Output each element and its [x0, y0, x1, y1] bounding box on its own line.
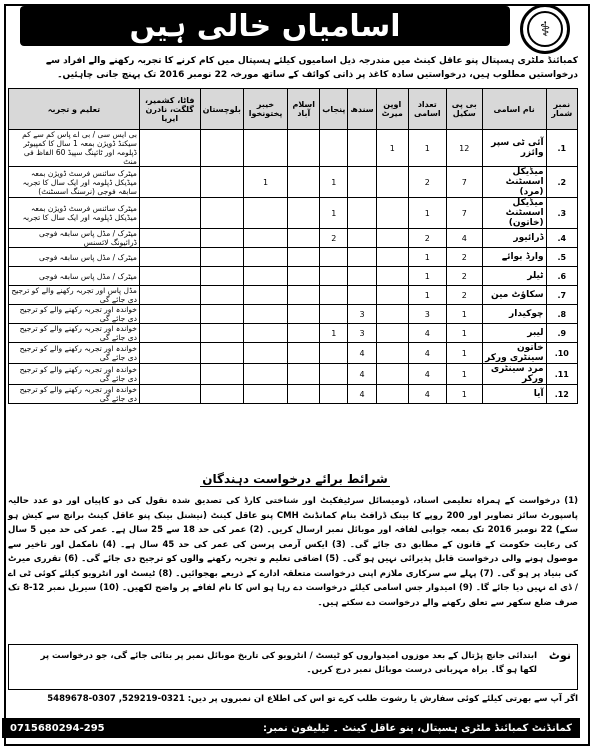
- table-cell-bps: 1: [446, 385, 482, 404]
- table-header-cell: خیبر پختونخوا: [243, 89, 287, 130]
- title-text: اسامیاں خالی ہیں: [129, 8, 401, 44]
- table-cell-no: 6.: [546, 267, 577, 286]
- table-cell-sindh: [348, 198, 376, 229]
- table-cell-bps: 1: [446, 343, 482, 364]
- footer-phone: 0715680294-295: [10, 722, 105, 734]
- table-row: [9, 364, 578, 385]
- table-cell-isb: [288, 198, 320, 229]
- table-cell-qual: خواندہ اور تجربہ رکھنے والے کو ترجیح دی جائے گی: [9, 385, 140, 404]
- table-cell-total: 4: [408, 324, 446, 343]
- table-header-cell: پنجاب: [320, 89, 348, 130]
- table-cell-kp: [243, 286, 287, 305]
- table-cell-kp: [243, 267, 287, 286]
- table-cell-title: مرد سینٹری ورکر: [482, 364, 546, 385]
- table-cell-punjab: [320, 267, 348, 286]
- conditions-text: (1) درخواست کے ہمراہ تعلیمی اسناد، ڈومیسائل سرٹیفکیٹ اور شناختی کارڈ کی تصدیق شدہ نقول کی دو کاپیاں اور دو عدد حالیہ پاسپورٹ سائز تصاویر اور 200 روپے کا بینک ڈرافٹ بنام کمانڈنٹ CMH پنو عاقل کینٹ (نیشنل بینک پنو عاقل کینٹ برانچ سے کیش ہو سکے) 22 نومبر 2016 تک بمعہ جوابی لفافہ اور موبائل نمبر ارسال کریں۔ (2) عمر کی حد 18 سے 25 سال ہے۔ عمر کی حد میں 5 سال کی رعایت حکومت کے قانون کے مطابق دی جائے گی۔ (3) ایکس آرمی پرسن کی عمر کی حد 45 سال ہے۔ (4) نامکمل اور تاخیر سے موصول ہونے والی درخواست قابل پذیرائی نہیں ہو گی۔ (5) اضافی تعلیم و تجربہ رکھنے والوں کو ترجیح دی جائے گی۔ (6) تقرری میرٹ کی بنیاد پر ہو گی۔ (7) پہلے سے سرکاری ملازم اپنی درخواست متعلقہ ادارے کے ذریعے بھجوائیں۔ (8) ٹیسٹ اور انٹرویو کیلئے کوئی ٹی اے / ڈی اے نہیں دیا جائے گا۔ (9) امیدوار جس اسامی کیلئے درخواست دے رہا ہو اس کا نام لفافے پر واضح لکھیں۔ (10) سیریل نمبر 12-8 تک صرف ضلع سکھر سے تعلق رکھنے والے درخواست دے سکتے ہیں۔: [8, 496, 578, 608]
- table-cell-qual: میٹرک سائنس فرسٹ ڈویژن بمعہ میڈیکل ڈپلومہ اور ایک سال کا تجربہ سابقہ فوجی (نرسنگ اسسٹنٹ): [9, 167, 140, 198]
- table-cell-punjab: [320, 130, 348, 167]
- table-cell-punjab: 1: [320, 324, 348, 343]
- table-cell-total: 1: [408, 267, 446, 286]
- table-header-cell: تعداد اسامی: [408, 89, 446, 130]
- table-cell-title: ڈرائیور: [482, 229, 546, 248]
- table-header-cell: نمبر شمار: [546, 89, 577, 130]
- table-cell-total: 3: [408, 305, 446, 324]
- table-cell-open: [376, 385, 408, 404]
- table-cell-kp: [243, 198, 287, 229]
- table-cell-fata: [139, 248, 200, 267]
- table-cell-sindh: 4: [348, 364, 376, 385]
- table-row: [9, 198, 578, 229]
- table-cell-fata: [139, 324, 200, 343]
- table-cell-kp: 1: [243, 167, 287, 198]
- table-cell-kp: [243, 248, 287, 267]
- table-row: [9, 324, 578, 343]
- page-title: [20, 6, 510, 46]
- table-cell-punjab: [320, 286, 348, 305]
- table-cell-qual: خواندہ اور تجربہ رکھنے والے کو ترجیح دی جائے گی: [9, 364, 140, 385]
- table-cell-kp: [243, 343, 287, 364]
- table-cell-bal: [200, 248, 243, 267]
- table-cell-isb: [288, 364, 320, 385]
- table-cell-no: 11.: [546, 364, 577, 385]
- table-cell-total: 1: [408, 130, 446, 167]
- table-cell-punjab: [320, 385, 348, 404]
- complaint-line: اگر آپ سے بھرتی کیلئے کوئی سفارش یا رشوت طلب کرے تو اس کی اطلاع ان نمبروں پر دیں: 0321-529219, 0307-5489678: [47, 694, 578, 704]
- table-cell-fata: [139, 267, 200, 286]
- table-header-cell: اوپن میرٹ: [376, 89, 408, 130]
- table-cell-sindh: 4: [348, 343, 376, 364]
- table-cell-qual: بی ایس سی / بی اے پاس کم سے کم سیکنڈ ڈویژن بمعہ 1 سال کا کمپیوٹر ڈپلومہ اور ٹائپنگ سپیڈ 60 الفاظ فی منٹ: [9, 130, 140, 167]
- table-cell-isb: [288, 267, 320, 286]
- table-cell-isb: [288, 286, 320, 305]
- table-cell-title: آئی ٹی سپر وائزر: [482, 130, 546, 167]
- table-cell-total: 2: [408, 229, 446, 248]
- table-cell-kp: [243, 229, 287, 248]
- table-cell-total: 1: [408, 198, 446, 229]
- table-cell-bps: 7: [446, 198, 482, 229]
- table-cell-open: [376, 248, 408, 267]
- table-header-cell: اسلام آباد: [288, 89, 320, 130]
- table-header-cell: بلوچستان: [200, 89, 243, 130]
- table-cell-fata: [139, 385, 200, 404]
- table-cell-sindh: [348, 229, 376, 248]
- table-cell-title: آیا: [482, 385, 546, 404]
- table-cell-isb: [288, 385, 320, 404]
- emblem-logo: [520, 4, 570, 54]
- table-cell-open: [376, 324, 408, 343]
- table-cell-no: 1.: [546, 130, 577, 167]
- table-cell-open: [376, 198, 408, 229]
- table-row: [9, 229, 578, 248]
- table-cell-title: خاتون سینٹری ورکر: [482, 343, 546, 364]
- table-cell-fata: [139, 305, 200, 324]
- table-cell-no: 3.: [546, 198, 577, 229]
- table-cell-qual: میٹرک / مڈل پاس سابقہ فوجی ڈرائیونگ لائسنس: [9, 229, 140, 248]
- table-cell-title: وارڈ بوائے: [482, 248, 546, 267]
- table-cell-isb: [288, 343, 320, 364]
- table-cell-punjab: 2: [320, 229, 348, 248]
- table-header-cell: نام اسامی: [482, 89, 546, 130]
- table-cell-punjab: [320, 248, 348, 267]
- table-cell-no: 2.: [546, 167, 577, 198]
- table-cell-bal: [200, 305, 243, 324]
- table-cell-no: 9.: [546, 324, 577, 343]
- table-row: [9, 305, 578, 324]
- note-label: نوٹ: [548, 649, 571, 662]
- table-cell-open: 1: [376, 130, 408, 167]
- table-row: [9, 248, 578, 267]
- table-cell-punjab: [320, 343, 348, 364]
- table-cell-no: 4.: [546, 229, 577, 248]
- table-cell-bal: [200, 343, 243, 364]
- table-row: [9, 385, 578, 404]
- vacancy-table: [8, 88, 578, 404]
- table-cell-qual: مڈل پاس اور تجربہ رکھنے والے کو ترجیح دی جائے گی: [9, 286, 140, 305]
- footer-bar: [2, 718, 580, 738]
- table-cell-bps: 12: [446, 130, 482, 167]
- table-cell-isb: [288, 305, 320, 324]
- table-cell-sindh: 4: [348, 385, 376, 404]
- table-cell-kp: [243, 324, 287, 343]
- table-cell-bps: 7: [446, 167, 482, 198]
- table-cell-sindh: [348, 286, 376, 305]
- table-cell-sindh: [348, 130, 376, 167]
- table-cell-bps: 2: [446, 267, 482, 286]
- table-cell-total: 4: [408, 364, 446, 385]
- table-row: [9, 167, 578, 198]
- table-cell-sindh: 3: [348, 305, 376, 324]
- table-cell-open: [376, 229, 408, 248]
- conditions-title: شرائط برائے درخواست دہندگان: [200, 472, 390, 487]
- table-cell-bps: 1: [446, 324, 482, 343]
- table-cell-bps: 4: [446, 229, 482, 248]
- table-cell-sindh: [348, 167, 376, 198]
- table-cell-kp: [243, 305, 287, 324]
- table-cell-fata: [139, 364, 200, 385]
- table-cell-fata: [139, 343, 200, 364]
- table-cell-no: 5.: [546, 248, 577, 267]
- table-header-row: [9, 89, 578, 130]
- table-cell-isb: [288, 229, 320, 248]
- table-cell-bal: [200, 286, 243, 305]
- table-cell-sindh: [348, 267, 376, 286]
- table-cell-punjab: 1: [320, 167, 348, 198]
- table-cell-kp: [243, 364, 287, 385]
- table-cell-bal: [200, 267, 243, 286]
- table-cell-title: سکاؤٹ مین: [482, 286, 546, 305]
- table-cell-sindh: [348, 248, 376, 267]
- table-cell-title: چوکیدار: [482, 305, 546, 324]
- table-cell-kp: [243, 130, 287, 167]
- table-cell-qual: میٹرک سائنس فرسٹ ڈویژن بمعہ میڈیکل ڈپلومہ اور ایک سال کا تجربہ: [9, 198, 140, 229]
- table-cell-sindh: 3: [348, 324, 376, 343]
- note-box: [8, 644, 578, 690]
- table-row: [9, 130, 578, 167]
- table-row: [9, 343, 578, 364]
- table-row: [9, 286, 578, 305]
- table-header-cell: سندھ: [348, 89, 376, 130]
- table-cell-fata: [139, 167, 200, 198]
- table-cell-kp: [243, 385, 287, 404]
- table-cell-open: [376, 286, 408, 305]
- table-row: [9, 267, 578, 286]
- table-cell-isb: [288, 130, 320, 167]
- table-cell-open: [376, 305, 408, 324]
- table-cell-open: [376, 343, 408, 364]
- table-cell-punjab: [320, 364, 348, 385]
- table-cell-qual: خواندہ اور تجربہ رکھنے والے کو ترجیح دی جائے گی: [9, 324, 140, 343]
- table-cell-no: 8.: [546, 305, 577, 324]
- table-cell-bps: 2: [446, 248, 482, 267]
- table-cell-fata: [139, 229, 200, 248]
- table-cell-title: لیبر: [482, 324, 546, 343]
- table-header-cell: بی پی سکیل: [446, 89, 482, 130]
- note-text: ابتدائی جانچ پڑتال کے بعد موزوں امیدواروں کو ٹیسٹ / انٹرویو کی تاریخ موبائل نمبر پر بتائی جائے گی، جو درخواست پر لکھا ہو گا۔ براہ مہربانی درست موبائل نمبر درج کریں۔: [40, 651, 537, 675]
- table-cell-bal: [200, 324, 243, 343]
- table-cell-bal: [200, 385, 243, 404]
- table-cell-bal: [200, 229, 243, 248]
- table-cell-qual: میٹرک / مڈل پاس سابقہ فوجی: [9, 267, 140, 286]
- table-header-cell: تعلیم و تجربہ: [9, 89, 140, 130]
- table-cell-total: 1: [408, 286, 446, 305]
- table-cell-bps: 1: [446, 305, 482, 324]
- table-cell-no: 7.: [546, 286, 577, 305]
- table-cell-no: 12.: [546, 385, 577, 404]
- table-cell-total: 4: [408, 385, 446, 404]
- table-cell-bal: [200, 130, 243, 167]
- table-cell-punjab: 1: [320, 198, 348, 229]
- table-cell-bal: [200, 167, 243, 198]
- table-cell-bal: [200, 198, 243, 229]
- table-cell-qual: خواندہ اور تجربہ رکھنے والے کو ترجیح دی جائے گی: [9, 343, 140, 364]
- table-cell-isb: [288, 248, 320, 267]
- table-cell-qual: میٹرک / مڈل پاس سابقہ فوجی: [9, 248, 140, 267]
- table-cell-total: 1: [408, 248, 446, 267]
- table-cell-open: [376, 364, 408, 385]
- table-cell-title: میڈیکل اسسٹنٹ (خاتون): [482, 198, 546, 229]
- table-cell-title: ٹیلر: [482, 267, 546, 286]
- table-cell-open: [376, 267, 408, 286]
- table-body: [9, 130, 578, 404]
- caduceus-icon: ⚕: [527, 11, 563, 47]
- table-cell-bps: 2: [446, 286, 482, 305]
- table-header-cell: فاٹا، کشمیر، گلگت، نادرن ایریا: [139, 89, 200, 130]
- table-cell-qual: خواندہ اور تجربہ رکھنے والے کو ترجیح دی جائے گی: [9, 305, 140, 324]
- table-cell-isb: [288, 324, 320, 343]
- table-cell-title: میڈیکل اسسٹنٹ (مرد): [482, 167, 546, 198]
- table-cell-fata: [139, 286, 200, 305]
- table-cell-fata: [139, 198, 200, 229]
- table-cell-open: [376, 167, 408, 198]
- table-cell-total: 2: [408, 167, 446, 198]
- table-cell-fata: [139, 130, 200, 167]
- table-cell-no: 10.: [546, 343, 577, 364]
- table-cell-punjab: [320, 305, 348, 324]
- table-cell-bps: 1: [446, 364, 482, 385]
- footer-address: کمانڈنٹ کمبائنڈ ملٹری ہسپتال، پنو عاقل کینٹ ۔ ٹیلیفون نمبر:: [263, 722, 572, 734]
- table-cell-bal: [200, 364, 243, 385]
- intro-paragraph: کمبائنڈ ملٹری ہسپتال پنو عاقل کینٹ میں مندرجہ ذیل اسامیوں کیلئے ہسپتال میں کام کرنے کا تجربہ رکھنے والے افراد سے درخواستیں مطلوب ہیں، درخواستیں سادہ کاغذ پر ذاتی کوائف کے ساتھ مورخہ 22 نومبر 2016 تک پہنچ جانی چاہئیں۔: [45, 56, 578, 80]
- table-cell-total: 4: [408, 343, 446, 364]
- table-cell-isb: [288, 167, 320, 198]
